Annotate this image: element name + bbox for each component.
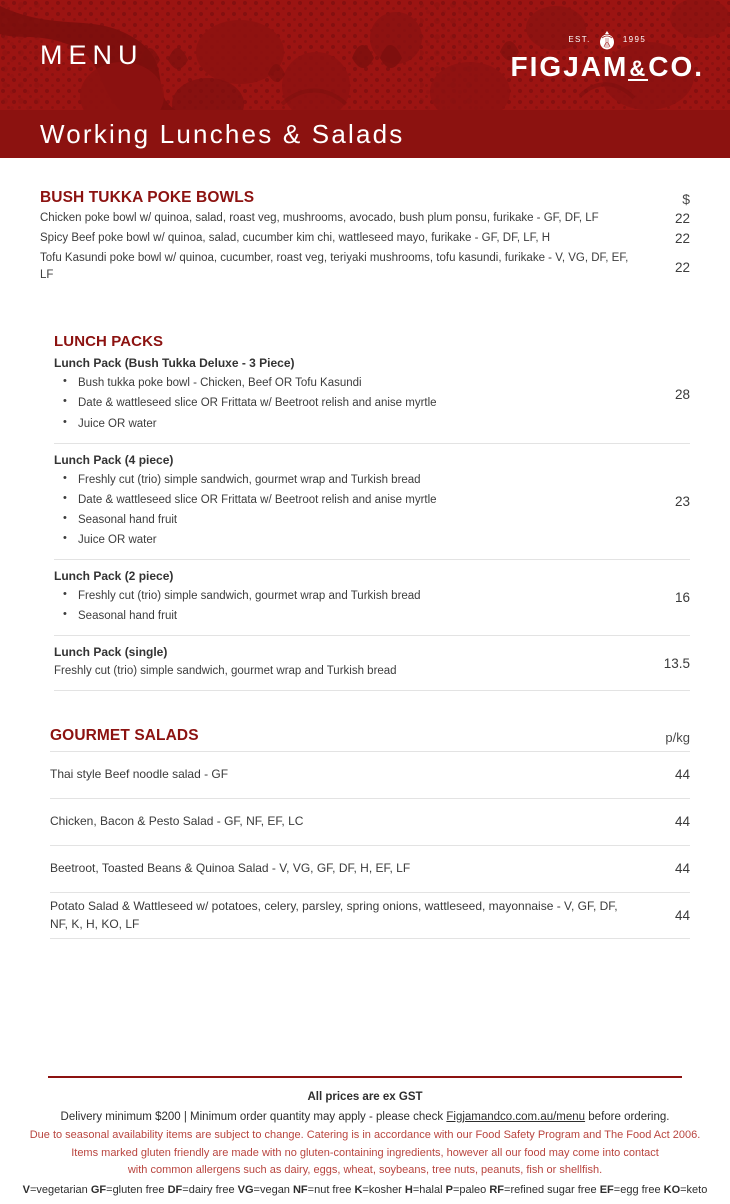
delivery-note-prefix: Delivery minimum $200 | Minimum order quantity may apply - please check <box>60 1110 447 1123</box>
lunch-pack-name: Lunch Pack (single) <box>54 645 168 660</box>
salads-section-header <box>50 727 690 751</box>
brand-name <box>510 50 704 82</box>
section-lunch-packs <box>40 286 690 691</box>
legend-code: KO <box>663 1183 681 1196</box>
legend-meaning: =gluten free <box>106 1183 168 1196</box>
poke-section-header <box>40 189 690 209</box>
legend-meaning: =nut free <box>307 1183 355 1196</box>
masthead <box>0 0 730 110</box>
lunch-pack-price: 13.5 <box>663 655 690 671</box>
list-item: • Freshly cut (trio) simple sandwich, gourmet wrap and Turkish bread <box>54 586 632 606</box>
lunch-pack-body <box>54 453 632 551</box>
item-price: 22 <box>674 259 690 275</box>
legend-code: NF <box>292 1183 308 1196</box>
salad-row <box>50 892 690 939</box>
legend-code: K <box>354 1183 363 1196</box>
brand-est-left: EST. <box>568 34 591 44</box>
poke-price-unit: $ <box>682 191 690 207</box>
legend-meaning: =refined sugar free <box>504 1183 600 1196</box>
page-title: Working Lunches & Salads <box>40 118 405 149</box>
lunch-pack-body <box>54 645 632 680</box>
lunch-pack-row <box>54 350 690 443</box>
allergen-legend <box>20 1181 710 1200</box>
lunch-pack-description: Freshly cut (trio) simple sandwich, gourmet wrap and Turkish bread <box>54 665 397 678</box>
item-description: Potato Salad & Wattleseed w/ potatoes, celery, parsley, spring onions, wattleseed, mayonnaise - V, GF, DF, NF, K, H, KO, LF <box>50 898 618 932</box>
packs-section-title: LUNCH PACKS <box>54 333 164 351</box>
item-price: 44 <box>674 907 690 923</box>
legend-meaning: =vegan <box>253 1183 293 1196</box>
section-bush-tukka-poke-bowls <box>40 158 690 286</box>
legend-meaning: =kosher <box>362 1183 405 1196</box>
lunch-pack-row <box>54 560 690 636</box>
gluten-note: Items marked gluten friendly are made with no gluten-containing ingredients, however all our food may come into contact <box>71 1146 659 1159</box>
item-price: 44 <box>674 861 690 877</box>
footer-divider <box>48 1076 682 1078</box>
lunch-pack-name: Lunch Pack (Bush Tukka Deluxe - 3 Piece) <box>54 356 295 371</box>
delivery-note <box>20 1107 710 1127</box>
legend-meaning: =egg free <box>613 1183 664 1196</box>
item-description: Chicken poke bowl w/ quinoa, salad, roast veg, mushrooms, avocado, bush plum ponsu, furikake - GF, DF, LF <box>40 212 599 224</box>
item-price: 44 <box>674 767 690 783</box>
salads-price-unit: p/kg <box>665 729 690 745</box>
salad-row <box>50 798 690 845</box>
list-item: • Date & wattleseed slice OR Frittata w/ Beetroot relish and anise myrtle <box>54 490 632 510</box>
lunch-pack-body <box>54 569 632 626</box>
lunch-pack-body <box>54 356 632 433</box>
gst-note: All prices are ex GST <box>307 1090 423 1103</box>
salad-row <box>50 845 690 892</box>
item-price: 22 <box>674 231 690 247</box>
list-item: • Seasonal hand fruit <box>54 606 632 626</box>
item-description: Beetroot, Toasted Beans & Quinoa Salad - V, VG, GF, DF, H, EF, LF <box>50 861 411 876</box>
legend-code: DF <box>167 1183 183 1196</box>
legend-meaning: =paleo <box>452 1183 490 1196</box>
legend-code: H <box>404 1183 413 1196</box>
menu-row <box>40 229 690 249</box>
section-gourmet-salads <box>40 691 690 939</box>
lunch-pack-price: 16 <box>674 590 690 606</box>
lunch-pack-row <box>54 636 690 690</box>
lunch-pack-name: Lunch Pack (4 piece) <box>54 452 174 467</box>
list-item: • Freshly cut (trio) simple sandwich, gourmet wrap and Turkish bread <box>54 470 632 490</box>
salads-section-title: GOURMET SALADS <box>50 726 199 744</box>
legend-code: V <box>22 1183 30 1196</box>
lunch-pack-bullets <box>54 470 632 551</box>
legend-code: GF <box>90 1183 107 1196</box>
lunch-pack-price: 23 <box>674 493 690 509</box>
legend-meaning: =halal <box>412 1183 446 1196</box>
item-description: Chicken, Bacon & Pesto Salad - GF, NF, EF, LC <box>50 814 304 829</box>
legend-code: VG <box>237 1183 254 1196</box>
seasonal-note: Due to seasonal availability items are subject to change. Catering is in accordance with our Food Safety Program and The Food Act 2006. <box>29 1128 701 1141</box>
packs-section-header <box>54 333 690 350</box>
lunch-pack-name: Lunch Pack (2 piece) <box>54 569 174 584</box>
lunch-pack-bullets <box>54 373 632 433</box>
legend-code: EF <box>599 1183 614 1196</box>
brand-name-part1: FIGJAM <box>510 50 629 82</box>
list-item: • Seasonal hand fruit <box>54 510 632 530</box>
allergen-note: with common allergens such as dairy, eggs, wheat, soybeans, tree nuts, peanuts, fish or shellfish. <box>127 1164 603 1177</box>
item-description: Spicy Beef poke bowl w/ quinoa, salad, cucumber kim chi, wattleseed mayo, furikake - GF, DF, LF, H <box>40 231 551 244</box>
legend-meaning: =dairy free <box>182 1183 238 1196</box>
brand-est-right: 1995 <box>622 34 647 44</box>
list-item: • Juice OR water <box>54 414 632 434</box>
item-description: Thai style Beef noodle salad - GF <box>50 767 229 782</box>
legend-code: P <box>445 1183 453 1196</box>
lunch-pack-price: 28 <box>674 387 690 403</box>
item-description: Tofu Kasundi poke bowl w/ quinoa, cucumber, roast veg, teriyaki mushrooms, tofu kasundi, furikake - V, VG, DF, EF, LF <box>40 251 629 282</box>
lunch-pack-bullets <box>54 586 632 626</box>
fig-icon <box>596 29 618 51</box>
brand-logo <box>511 29 704 82</box>
legend-meaning: =vegetarian <box>30 1183 91 1196</box>
brand-est-row <box>568 29 646 51</box>
menu-sheet <box>0 158 730 939</box>
legend-code: RF <box>489 1183 505 1196</box>
legend-meaning: =keto <box>680 1183 708 1196</box>
list-item: • Juice OR water <box>54 530 632 550</box>
list-item: • Date & wattleseed slice OR Frittata w/ Beetroot relish and anise myrtle <box>54 393 632 413</box>
menu-row <box>40 209 690 229</box>
salad-row <box>50 751 690 798</box>
item-price: 22 <box>674 211 690 227</box>
brand-ampersand: & <box>629 55 648 81</box>
item-price: 44 <box>674 814 690 830</box>
list-item: • Bush tukka poke bowl - Chicken, Beef OR Tofu Kasundi <box>54 373 632 393</box>
menu-row <box>40 249 690 287</box>
menu-word: MENU <box>40 39 144 70</box>
poke-section-title: BUSH TUKKA POKE BOWLS <box>40 189 255 206</box>
page-title-bar <box>0 110 730 158</box>
footer <box>0 1076 730 1204</box>
lunch-pack-row <box>54 444 690 561</box>
delivery-note-suffix: before ordering. <box>585 1110 670 1123</box>
brand-name-part2: CO. <box>648 50 704 82</box>
website-link[interactable]: Figjamandco.com.au/menu <box>446 1110 586 1123</box>
